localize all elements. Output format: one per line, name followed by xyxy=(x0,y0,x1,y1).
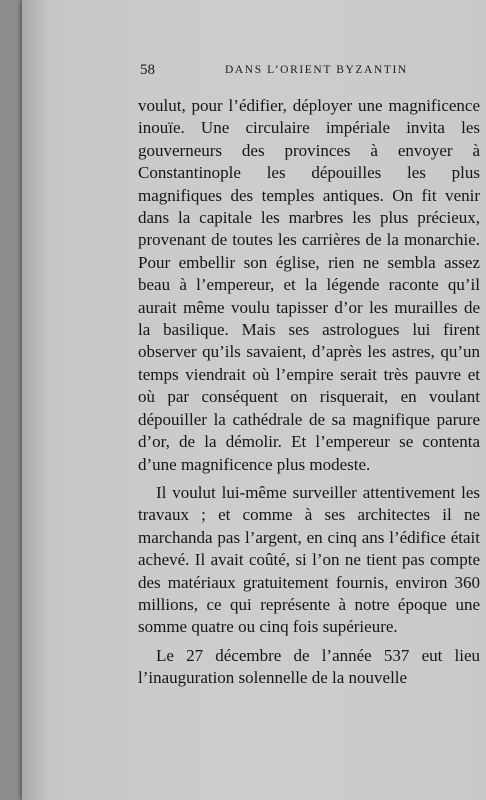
paragraph: Il voulut lui-même surveiller attentivement les travaux ; et comme à ses architectes il ne marchanda pas l’argent, en cinq ans l’édifice était achevé. Il avait coûté, si l’on ne tient pas compte des matériaux gratuitement fournis, environ 360 millions, ce qui représente à notre époque une somme quatre ou cinq fois supérieure. xyxy=(138,482,480,637)
page-number: 58 xyxy=(140,62,155,78)
paragraph-continued: voulut, pour l’édifier, déployer une magnificence inouïe. Une circulaire impériale invita les gouverneurs des provinces à envoyer à Constantinople les dépouilles les plus magnifiques des temples antiques. On fit venir dans la capitale les marbres les plus précieux, provenant de toutes les carrières de la monarchie. Pour embellir son église, rien ne sembla assez beau à l’empereur, et la légende raconte qu’il aurait même voulu tapisser d’or les murailles de la basilique. Mais ses astrologues lui firent observer qu’ils savaient, d’après les astres, qu’un temps viendrait où l’empire serait très pauvre et où par conséquent on risquerait, en voulant dépouiller la cathédrale de sa magnifique parure d’or, de la démolir. Et l’empereur se contenta d’une magnificence plus modeste. xyxy=(138,96,480,474)
book-page xyxy=(22,0,486,800)
running-header xyxy=(140,62,482,82)
running-title: DANS L’ORIENT BYZANTIN xyxy=(225,64,408,76)
paragraph: Le 27 décembre de l’année 537 eut lieu l’inauguration solennelle de la nouvelle xyxy=(138,645,480,688)
body-text xyxy=(138,95,480,690)
